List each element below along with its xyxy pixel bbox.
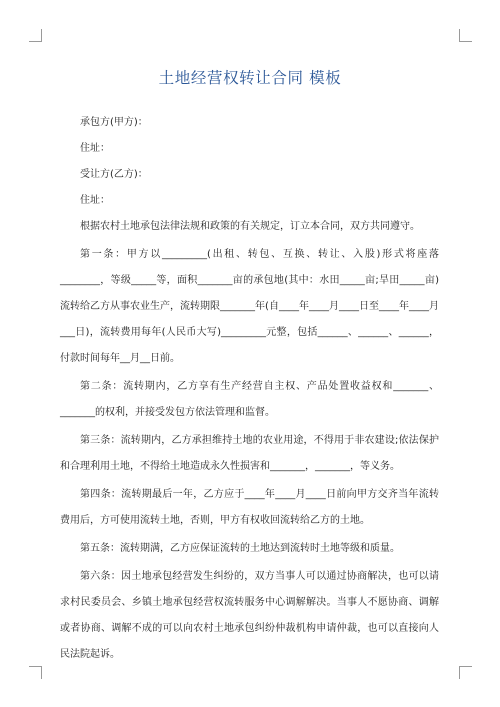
article-1: 第一条：甲方以_________(出租、转包、互换、转让、入股)形式将座落________，等级_____等，面积_______亩的承包地(其中：水田_____亩;旱田_____亩)流转给乙方从事农业生产，流转期限_______年(自____年____月____日至____年____月___日)，流转费用每年(人民币大写)_________元整，包括______、______、______，付款时间每年__月__日前。 — [60, 249, 439, 364]
lessor-field: 承包方(甲方)： — [80, 117, 148, 128]
document-title: 土地经营权转让合同 模板 — [158, 69, 342, 87]
document-body — [60, 110, 439, 668]
transferee-address-field: 住址： — [80, 195, 110, 206]
crop-mark-bottom-right — [459, 666, 472, 679]
lessor-address-field: 住址： — [80, 143, 110, 154]
article-3: 第三条：流转期内，乙方承担维持土地的农业用途，不得用于非农建设;依法保护和合理利用土地，不得给土地造成永久性损害和_______，_______，等义务。 — [60, 435, 439, 472]
crop-mark-top-right — [459, 29, 472, 42]
article-5: 第五条：流转期满，乙方应保证流转的土地达到流转时土地等级和质量。 — [80, 543, 400, 554]
article-2: 第二条：流转期内，乙方享有生产经营自主权、产品处置收益权和_______、_______的权利，并接受发包方依法管理和监督。 — [60, 381, 439, 418]
intro-paragraph: 根据农村土地承包法律法规和政策的有关规定，订立本合同，双方共同遵守。 — [80, 221, 420, 232]
article-4: 第四条：流转期最后一年，乙方应于____年____月____日前向甲方交齐当年流转费用后，方可使用流转土地，否则，甲方有权收回流转给乙方的土地。 — [60, 489, 439, 526]
transferee-field: 受让方(乙方)： — [80, 169, 148, 180]
crop-mark-top-left — [29, 29, 42, 42]
crop-mark-bottom-left — [29, 666, 42, 679]
article-6: 第六条：因土地承包经营发生纠纷的，双方当事人可以通过协商解决，也可以请求村民委员会、乡镇土地承包经营权流转服务中心调解解决。当事人不愿协商、调解或者协商、调解不成的可以向农村土地承包纠纷仲裁机构申请仲裁，也可以直接向人民法院起诉。 — [60, 571, 439, 660]
